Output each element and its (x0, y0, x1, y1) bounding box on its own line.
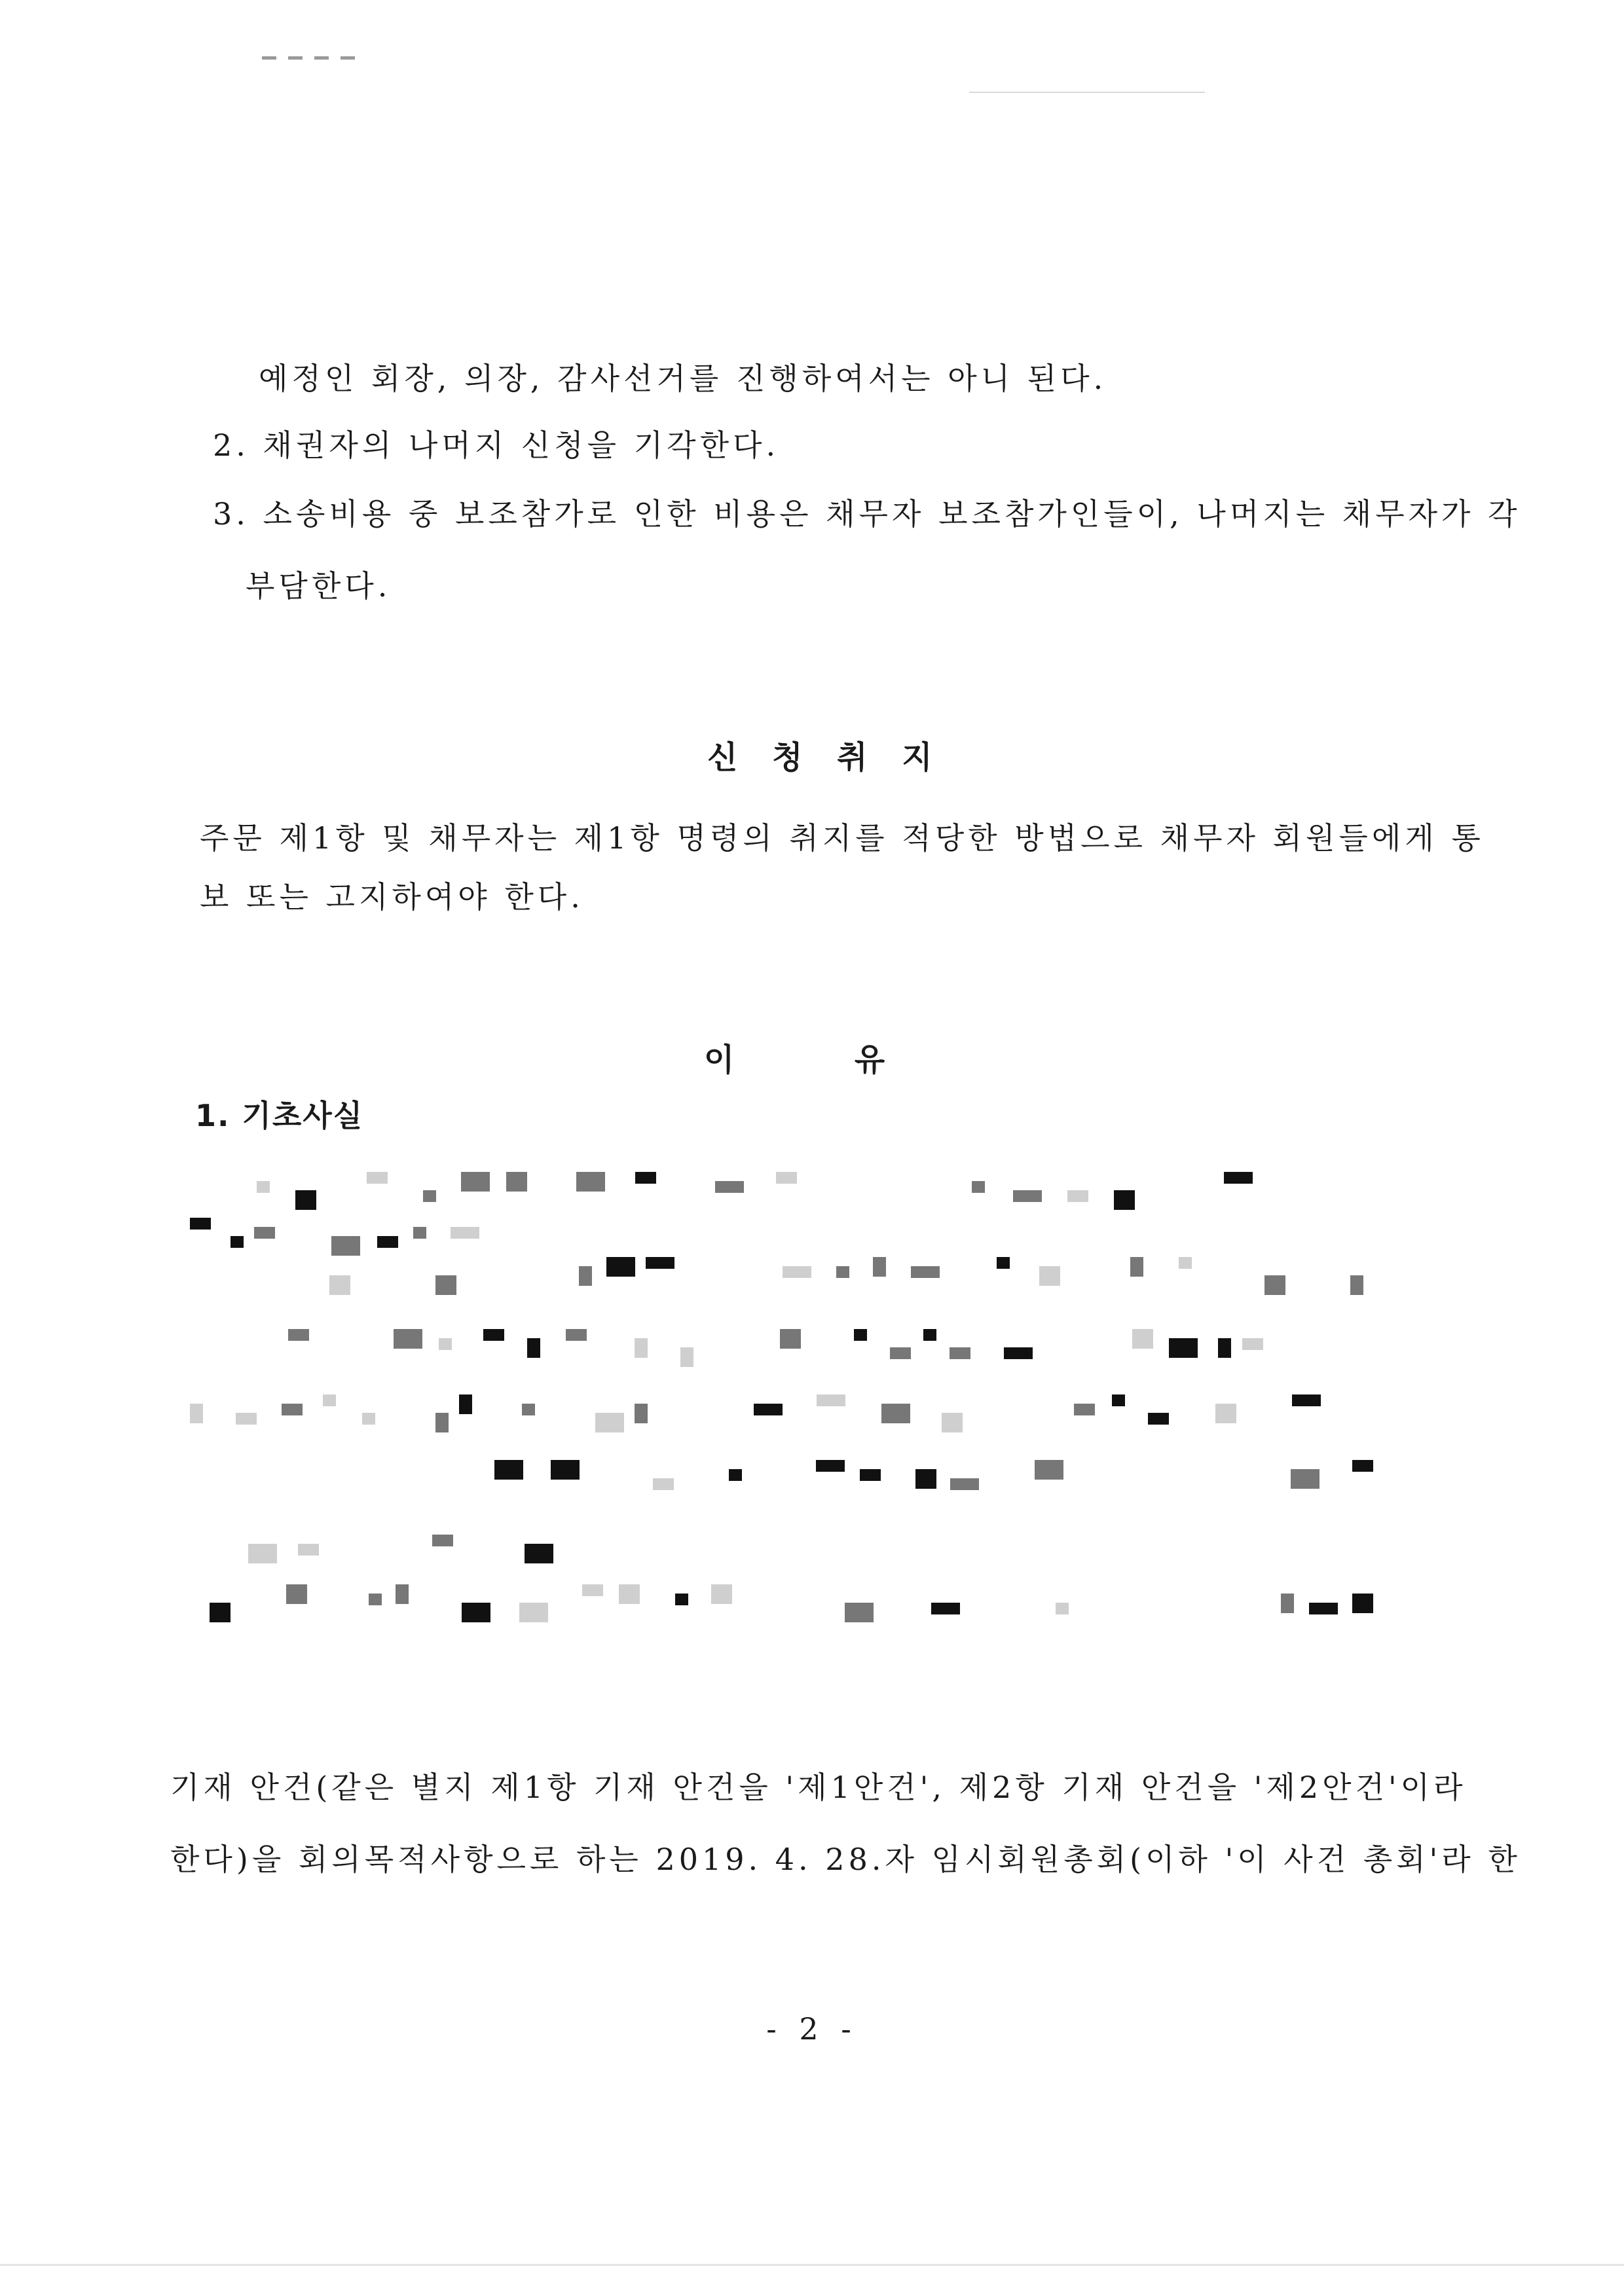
redaction-pixel (506, 1172, 527, 1192)
redaction-pixel (494, 1460, 523, 1480)
redaction-pixel (1215, 1404, 1236, 1423)
application-purpose-line1: 주문 제1항 및 채무자는 제1항 명령의 취지를 적당한 방법으로 채무자 회원들에게 통 (200, 820, 1485, 856)
redaction-pixel (860, 1469, 881, 1481)
redaction-pixel (911, 1266, 940, 1278)
redaction-pixel (972, 1181, 985, 1193)
redaction-pixel (394, 1329, 422, 1349)
redaction-pixel (1350, 1275, 1363, 1295)
redaction-pixel (950, 1478, 979, 1490)
redaction-pixel (653, 1478, 674, 1490)
redaction-pixel (282, 1404, 303, 1415)
reasons-title-left: 이 (704, 1042, 735, 1078)
redaction-pixel (522, 1404, 535, 1415)
redaction-pixel (1281, 1594, 1294, 1613)
redaction-pixel (845, 1603, 874, 1622)
redaction-pixel (331, 1236, 360, 1256)
reasons-title-right: 유 (854, 1042, 885, 1078)
redaction-pixel (595, 1413, 624, 1432)
redaction-pixel (680, 1347, 693, 1367)
redaction-pixel (190, 1404, 203, 1423)
basic-facts-line2: 한다)을 회의목적사항으로 하는 2019. 4. 28.자 임시회원총회(이하 '이 사건 총회'라 한 (170, 1842, 1521, 1877)
redaction-pixel (817, 1394, 845, 1406)
redaction-pixel (396, 1584, 409, 1604)
redaction-pixel (606, 1257, 635, 1277)
redaction-pixel (1264, 1275, 1285, 1295)
redaction-pixel (836, 1266, 849, 1278)
redaction-pixel (1352, 1460, 1373, 1472)
redaction-pixel (1352, 1594, 1373, 1613)
redaction-pixel (248, 1544, 277, 1563)
redaction-pixel (1132, 1329, 1153, 1349)
redaction-pixel (461, 1172, 490, 1192)
redaction-pixel (1291, 1469, 1320, 1489)
redaction-pixel (635, 1338, 648, 1358)
redaction-pixel (619, 1584, 640, 1604)
redaction-pixel (729, 1469, 742, 1481)
redaction-pixel (873, 1257, 886, 1277)
redaction-pixel (413, 1227, 426, 1239)
redaction-pixel (1004, 1347, 1033, 1359)
redaction-pixel (576, 1172, 605, 1192)
redaction-pixel (715, 1181, 744, 1193)
redaction-pixel (432, 1535, 453, 1546)
order-item1-tail: 예정인 회장, 의장, 감사선거를 진행하여서는 아니 된다. (259, 361, 1107, 396)
order-item3-line2: 부담한다. (246, 568, 392, 604)
redaction-pixel (527, 1338, 540, 1358)
redaction-pixel (997, 1257, 1010, 1269)
order-item3-line1: 3. 소송비용 중 보조참가로 인한 비용은 채무자 보조참가인들이, 나머지는 채무자가 각 (213, 496, 1521, 532)
redaction-pixel (236, 1413, 257, 1425)
redaction-pixel (1035, 1460, 1063, 1480)
redaction-pixel (1056, 1603, 1069, 1614)
redaction-pixel (435, 1413, 449, 1432)
redaction-pixel (780, 1329, 801, 1349)
redaction-pixel (776, 1172, 797, 1184)
redacted-block (170, 1165, 1375, 1755)
redaction-pixel (1067, 1190, 1088, 1202)
redaction-pixel (711, 1584, 732, 1604)
redaction-pixel (298, 1544, 319, 1556)
redaction-pixel (1218, 1338, 1231, 1358)
redaction-pixel (646, 1257, 674, 1269)
redaction-pixel (1130, 1257, 1143, 1277)
redaction-pixel (459, 1394, 472, 1414)
redaction-pixel (329, 1275, 350, 1295)
basic-facts-line1: 기재 안건(같은 별지 제1항 기재 안건을 '제1안건', 제2항 기재 안건을 '제2안건'이라 (170, 1770, 1467, 1805)
redaction-pixel (579, 1266, 592, 1286)
redaction-pixel (950, 1347, 970, 1359)
redaction-pixel (286, 1584, 307, 1604)
redaction-pixel (483, 1329, 504, 1341)
redaction-pixel (942, 1413, 963, 1432)
redaction-pixel (439, 1338, 452, 1350)
redaction-pixel (257, 1181, 270, 1193)
page-number: - 2 - (766, 2011, 858, 2047)
redaction-pixel (435, 1275, 456, 1295)
redaction-pixel (423, 1190, 436, 1202)
redaction-pixel (462, 1603, 490, 1622)
redaction-pixel (377, 1236, 398, 1248)
redaction-pixel (566, 1329, 587, 1341)
redaction-pixel (551, 1460, 580, 1480)
redaction-pixel (890, 1347, 911, 1359)
redaction-pixel (816, 1460, 845, 1472)
redaction-pixel (323, 1394, 336, 1406)
redaction-pixel (1074, 1404, 1095, 1415)
scan-artifact-line (969, 92, 1205, 93)
redaction-pixel (1013, 1190, 1042, 1202)
redaction-pixel (1039, 1266, 1060, 1286)
redaction-pixel (210, 1603, 231, 1622)
redaction-pixel (190, 1218, 211, 1230)
redaction-pixel (231, 1236, 244, 1248)
redaction-pixel (675, 1594, 688, 1605)
redaction-pixel (362, 1413, 375, 1425)
redaction-pixel (754, 1404, 783, 1415)
redaction-pixel (635, 1172, 656, 1184)
redaction-pixel (288, 1329, 309, 1341)
redaction-pixel (1224, 1172, 1253, 1184)
redaction-pixel (1169, 1338, 1198, 1358)
redaction-pixel (254, 1227, 275, 1239)
application-purpose-line2: 보 또는 고지하여야 한다. (200, 879, 584, 915)
redaction-pixel (923, 1329, 936, 1341)
redaction-pixel (854, 1329, 867, 1341)
redaction-pixel (1148, 1413, 1169, 1425)
redaction-pixel (783, 1266, 811, 1278)
section-basic-facts-title: 1. 기초사실 (195, 1098, 364, 1133)
order-item2: 2. 채권자의 나머지 신청을 기각한다. (213, 428, 780, 463)
redaction-pixel (1309, 1603, 1338, 1614)
redaction-pixel (635, 1404, 648, 1423)
redaction-pixel (369, 1594, 382, 1605)
redaction-pixel (451, 1227, 479, 1239)
application-purpose-title: 신 청 취 지 (707, 739, 944, 776)
scan-artifact-top (262, 50, 393, 55)
reasons-title (704, 1034, 885, 1080)
redaction-pixel (915, 1469, 936, 1489)
redaction-pixel (1292, 1394, 1321, 1406)
redaction-pixel (1179, 1257, 1192, 1269)
redaction-pixel (582, 1584, 603, 1596)
redaction-pixel (367, 1172, 388, 1184)
redaction-pixel (525, 1544, 553, 1563)
redaction-pixel (519, 1603, 548, 1622)
redaction-pixel (1112, 1394, 1125, 1406)
redaction-pixel (931, 1603, 960, 1614)
redaction-pixel (1114, 1190, 1135, 1210)
redaction-pixel (1242, 1338, 1263, 1350)
redaction-pixel (295, 1190, 316, 1210)
redaction-pixel (881, 1404, 910, 1423)
scan-artifact-bottom (0, 2264, 1624, 2266)
